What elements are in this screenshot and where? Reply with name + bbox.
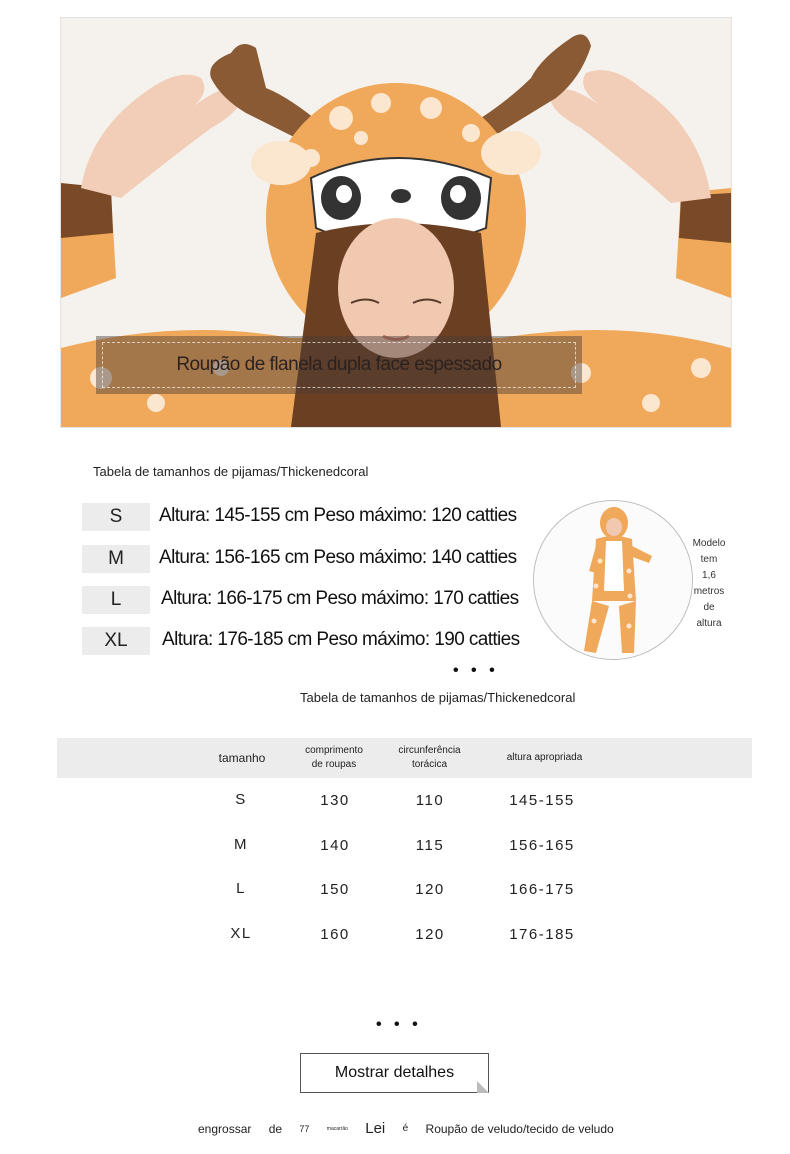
page-fold-icon [477, 1081, 489, 1093]
size-description: Altura: 166-175 cm Peso máximo: 170 catties [161, 588, 519, 609]
footer-item: macarrão [326, 1125, 348, 1132]
banner-title: Roupão de flanela dupla face espessado [176, 354, 502, 375]
caption-line: de [703, 602, 715, 613]
header-size: tamanho [218, 751, 266, 765]
cell-chest: 110 [415, 792, 445, 809]
caption-line: altura [696, 618, 722, 629]
cell-size: XL [230, 925, 252, 942]
cell-size: S [235, 791, 247, 808]
model-photo [533, 500, 693, 660]
cell-chest: 120 [415, 881, 445, 898]
show-details-button[interactable] [300, 1053, 489, 1093]
caption-line: metros [693, 586, 725, 597]
caption-line: tem [700, 554, 718, 565]
table-header [57, 738, 752, 778]
ellipsis-divider: • • • [453, 662, 499, 679]
footer-item: de [268, 1121, 283, 1136]
caption-line: Modelo [692, 538, 726, 549]
header-chest: circunferência torácica [398, 745, 461, 770]
footer-bar [198, 1120, 628, 1137]
cell-length: 140 [320, 837, 350, 854]
caption-line: 1,6 [702, 570, 716, 581]
cell-chest: 115 [415, 837, 445, 854]
ellipsis-divider: • • • [376, 1016, 422, 1033]
size-description: Altura: 145-155 cm Peso máximo: 120 catties [159, 505, 517, 526]
header-length: comprimento de roupas [305, 745, 363, 770]
cell-length: 150 [320, 881, 350, 898]
cell-size: L [236, 880, 246, 897]
cell-length: 160 [320, 926, 350, 943]
show-details-label: Mostrar detalhes [334, 1064, 455, 1081]
size-badge: S [82, 503, 150, 531]
cell-length: 130 [320, 792, 350, 809]
size-description: Altura: 176-185 cm Peso máximo: 190 catties [162, 629, 520, 650]
table-title: Tabela de tamanhos de pijamas/Thickenedcoral [300, 690, 576, 705]
cell-chest: 120 [415, 926, 445, 943]
cell-height: 176-185 [509, 926, 575, 943]
header-height: altura apropriada [506, 752, 583, 763]
footer-item: engrossar [198, 1121, 252, 1136]
hero-banner [96, 336, 582, 394]
cell-height: 156-165 [509, 837, 575, 854]
size-badge: XL [82, 627, 150, 655]
cell-size: M [234, 836, 248, 853]
footer-item: Roupão de veludo/tecido de veludo [425, 1121, 614, 1136]
model-figure-illustration [534, 501, 692, 659]
footer-item: Lei [365, 1120, 386, 1137]
cell-height: 166-175 [509, 881, 575, 898]
size-badge: L [82, 586, 150, 614]
size-description: Altura: 156-165 cm Peso máximo: 140 catties [159, 547, 517, 568]
model-caption [690, 536, 728, 632]
size-chart-title: Tabela de tamanhos de pijamas/Thickenedcoral [93, 464, 369, 479]
footer-item: é [402, 1123, 409, 1134]
size-badge: M [82, 545, 150, 573]
cell-height: 145-155 [509, 792, 575, 809]
footer-item: 77 [299, 1123, 310, 1134]
hero-image [60, 17, 732, 428]
